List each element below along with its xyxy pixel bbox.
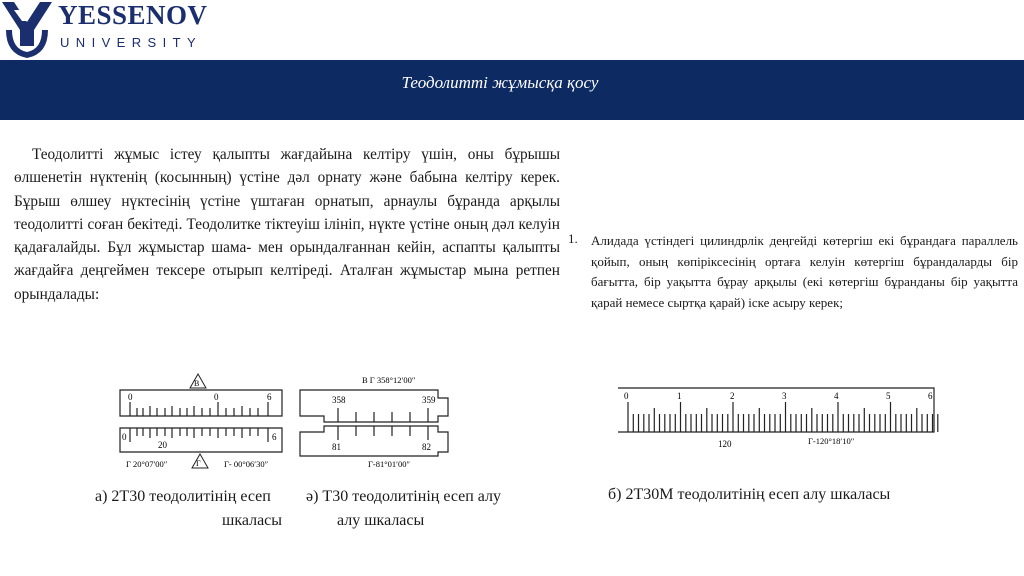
intro-paragraph: Теодолитті жұмыс істеу қалыпты жағдайына келтіру үшін, оны бұрышы өлшенетін нүктенің (косынның) үстіне дәл орнату және бабына келтіру керек. Бұрыш өлшеу нүктесінің үстіне үштаған орнатып, арнаулы бұранда арқылы теодолитті соған бекітеді. Теодолитке тіктеуіш ілініп, нүкте үстіне оның дәл келуін қадағалайды. Бұл жұмыстар шама- мен орындалғаннан кейін, аспапты қалыпты жағдайға деңгеймен тексере отырып келтіреді. Аталған жұмыстар мына ретпен орындалады: <box>14 146 560 303</box>
figure-b-2t30m-scale <box>614 384 940 454</box>
upper-window-label-0: 358 <box>332 395 346 405</box>
figure-ae-t30-scale <box>298 366 458 474</box>
slide-title <box>0 73 1024 93</box>
step-text: Алидада үстіндегі цилиндрлік деңгейді көтергіш екі бұрандаға параллель қойып, оның көпіріксесінің ортаға келуін көтергіш бұрандаларды бір бағытта, бір уақытта бұрау арқылы (екі көтергіш бұранданы бір уақытта қарай немесе сыртқа қарай) іске асыру керек; <box>591 233 1018 310</box>
bottom-marker-label: Г <box>196 459 201 468</box>
caption-b: б) 2Т30М теодолитінің есеп алу шкаласы <box>608 486 891 503</box>
lower-window-ticks <box>338 426 428 440</box>
lower-scale-label-0: 0 <box>122 432 127 442</box>
top-reading: В Г 358°12′00″ <box>362 375 416 385</box>
university-logo <box>0 0 230 62</box>
caption-a-line2: шкаласы <box>222 512 283 529</box>
scale-label-1: 1 <box>677 391 682 401</box>
bottom-reading: Г-81°01′00″ <box>368 459 411 469</box>
scale-reading: Г-120°18′10″ <box>808 436 855 446</box>
caption-ae-line1: ә) Т30 теодолитінің есеп алу <box>306 488 502 505</box>
upper-scale-label-1: 0 <box>214 392 219 402</box>
logo-name: YESSENOV <box>58 0 208 30</box>
scale-label-2: 2 <box>730 391 735 401</box>
lower-scale-label-1: 20 <box>158 440 167 450</box>
logo-subtitle: UNIVERSITY <box>60 35 203 50</box>
lower-window-label-0: 81 <box>332 442 341 452</box>
reading-right: Г- 00°06′30″ <box>224 459 269 469</box>
yessenov-crest-icon <box>0 0 54 60</box>
scale-label-120: 120 <box>718 439 732 449</box>
scale-label-4: 4 <box>834 391 839 401</box>
upper-window-label-1: 359 <box>422 395 436 405</box>
figure-a-2t30-scale <box>110 366 290 474</box>
title-banner <box>0 60 1024 120</box>
lower-window-label-1: 82 <box>422 442 431 452</box>
upper-window-ticks <box>338 408 428 422</box>
lower-scale-ticks <box>130 428 268 442</box>
upper-scale-label-0: 0 <box>128 392 133 402</box>
slide-title-text: Теодолитті жұмысқа қосу <box>401 73 599 92</box>
caption-a-line1: а) 2Т30 теодолитінің есеп <box>95 488 271 505</box>
top-marker-label: В <box>194 379 200 388</box>
upper-scale-ticks <box>130 402 268 416</box>
scale-label-3: 3 <box>782 391 787 401</box>
lower-scale-label-2: 6 <box>272 432 277 442</box>
upper-scale-label-2: 6 <box>267 392 272 402</box>
scale-label-5: 5 <box>886 391 891 401</box>
scale-ticks <box>628 402 940 432</box>
step-number: 1. <box>568 231 578 246</box>
reading-left: Г 20°07′00″ <box>126 459 168 469</box>
scale-label-0: 0 <box>624 391 629 401</box>
scale-label-6: 6 <box>928 391 933 401</box>
caption-ae-line2: алу шкаласы <box>337 512 425 529</box>
